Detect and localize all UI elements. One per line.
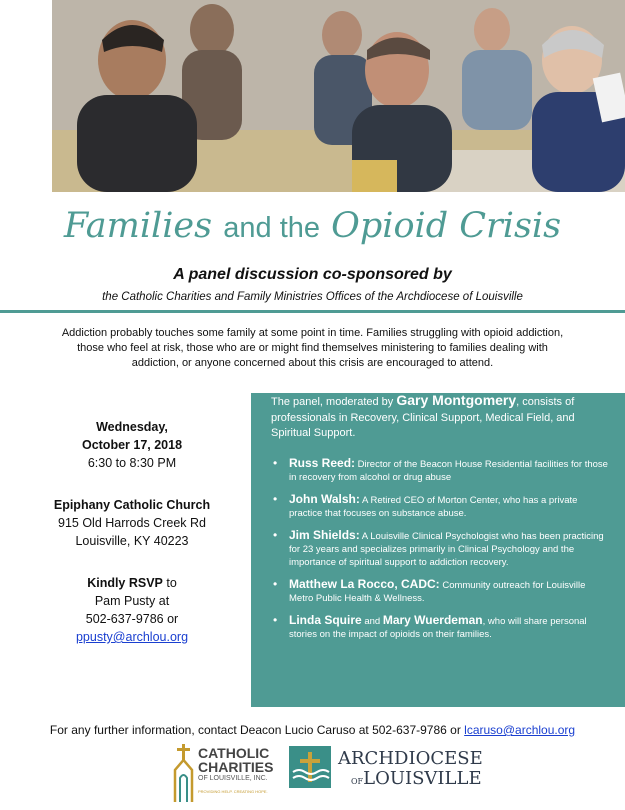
title-families: Families xyxy=(63,206,213,246)
cc-subtitle: OF LOUISVILLE, INC. xyxy=(198,775,268,782)
list-item xyxy=(271,578,611,605)
title-and-the: and the xyxy=(223,212,321,244)
panelist-desc: Director of the Beacon House Residential facilities for those in recovery from alcohol or drug abuse xyxy=(289,459,608,483)
rsvp-line xyxy=(32,574,232,592)
panelist-desc: , who will share personal stories on the impact of opioids on their families. xyxy=(289,616,587,640)
divider-rule xyxy=(0,310,625,313)
event-day: Wednesday, xyxy=(96,420,168,434)
event-time: 6:30 to 8:30 PM xyxy=(87,456,177,470)
panel-intro-lead: The panel, moderated by xyxy=(271,396,397,408)
archdiocese-emblem-icon xyxy=(289,746,331,788)
subtitle: A panel discussion co-sponsored by xyxy=(173,266,452,283)
panelist-name: Jim Shields: xyxy=(289,528,360,542)
page-title xyxy=(0,194,625,260)
cc-line2: CHARITIES xyxy=(198,759,274,775)
title-opioid-crisis: Opioid Crisis xyxy=(331,206,562,246)
panelist-name: Russ Reed: xyxy=(289,456,356,470)
intro-paragraph: Addiction probably touches some family at some point in time. Families struggling with opioid addiction, those who feel at risk, those who are or might find themselves ministering to families dealing with addiction, or anyone concerned about this crisis are encouraged to attend. xyxy=(61,327,564,369)
catholic-charities-logo xyxy=(172,744,282,804)
archdiocese-of: OF xyxy=(351,777,364,786)
rsvp-email-link[interactable]: ppusty@archlou.org xyxy=(75,630,189,644)
panelist-name-2: Mary Wuerdeman xyxy=(382,613,483,627)
list-item xyxy=(271,529,611,569)
event-street: 915 Old Harrods Creek Rd xyxy=(58,516,206,530)
cc-name xyxy=(198,746,273,774)
list-item xyxy=(271,457,611,484)
cc-line1: CATHOLIC xyxy=(198,745,270,761)
panel-intro-rest: , consists of professionals in Recovery, Clinical Support, Medical Field, and Spiritual Support. xyxy=(271,396,575,439)
panelist-desc: A Retired CEO of Morton Center, who has a private practice that focuses on substance abuse. xyxy=(289,495,578,519)
panel-intro xyxy=(271,393,616,442)
cc-tagline: PROVIDING HELP. CREATING HOPE. xyxy=(198,789,268,794)
footer-email-link[interactable]: lcaruso@archlou.org xyxy=(464,723,576,737)
cross-waves-icon xyxy=(289,746,331,788)
cosponsors-line: the Catholic Charities and Family Ministries Offices of the Archdiocese of Louisville xyxy=(102,291,523,303)
event-details xyxy=(32,418,232,646)
list-item xyxy=(271,614,611,641)
archdiocese-line1: ARCHDIOCESE xyxy=(338,748,483,769)
rsvp-to: to xyxy=(162,576,177,590)
event-city: Louisville, KY 40223 xyxy=(75,534,189,548)
list-item xyxy=(271,493,611,520)
panelist-name: Linda Squire xyxy=(289,613,362,627)
audience-photo-illustration xyxy=(52,0,625,192)
footer-contact xyxy=(0,723,625,737)
panel-box xyxy=(251,393,625,707)
rsvp-label: Kindly RSVP xyxy=(87,576,163,590)
panelist-name: Matthew La Rocco, CADC: xyxy=(289,577,440,591)
rsvp-name: Pam Pusty at xyxy=(94,594,170,608)
footer-text: For any further information, contact Deacon Lucio Caruso at 502-637-9786 or xyxy=(49,723,465,737)
archdiocese-logo xyxy=(289,744,483,794)
panelist-name: John Walsh: xyxy=(289,492,360,506)
header-photo xyxy=(52,0,625,192)
archdiocese-line2 xyxy=(351,768,482,789)
cross-church-icon xyxy=(172,744,196,804)
rsvp-phone: 502-637-9786 or xyxy=(85,612,179,626)
event-venue: Epiphany Catholic Church xyxy=(53,498,211,512)
archdiocese-city: LOUISVILLE xyxy=(363,768,482,789)
panelist-desc: A Louisville Clinical Psychologist who has been practicing for 23 years and specializes primarily in Clinical Psychology and the importance of spiritual support to addiction recovery. xyxy=(289,531,604,568)
panelist-desc: Community outreach for Louisville Metro Public Health & Wellness. xyxy=(289,580,586,604)
panelist-list xyxy=(271,457,611,650)
panelist-and: and xyxy=(361,616,383,627)
moderator-name: Gary Montgomery xyxy=(396,392,517,408)
event-date: October 17, 2018 xyxy=(81,438,183,452)
